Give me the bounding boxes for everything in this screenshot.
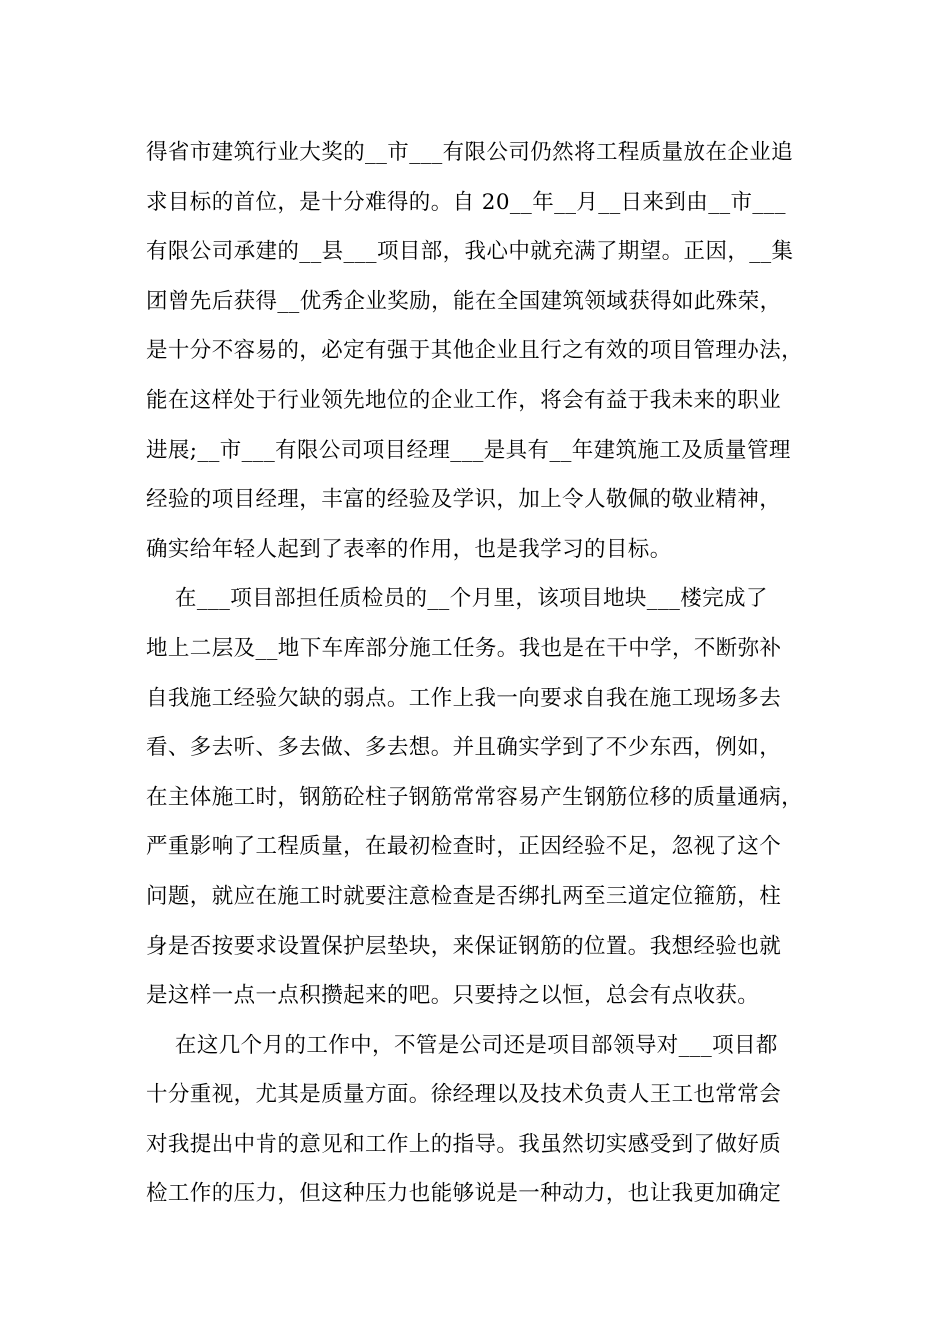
text-line: 严重影响了工程质量，在最初检查时，正因经验不足，忽视了这个: [146, 834, 782, 860]
text-line: 经验的项目经理，丰富的经验及学识，加上令人敬佩的敬业精神，: [146, 487, 782, 513]
text-line: 能在这样处于行业领先地位的企业工作，将会有益于我未来的职业: [146, 387, 782, 413]
text-line: 问题，就应在施工时就要注意检查是否绑扎两至三道定位箍筋，柱: [146, 883, 782, 909]
text-line: 是十分不容易的，必定有强于其他企业且行之有效的项目管理办法，: [146, 338, 804, 364]
text-line: 进展;__市___有限公司项目经理___是具有__年建筑施工及质量管理: [146, 437, 791, 463]
text-line: 是这样一点一点积攒起来的吧。只要持之以恒，总会有点收获。: [146, 983, 760, 1009]
text-line: 对我提出中肯的意见和工作上的指导。我虽然切实感受到了做好质: [146, 1131, 782, 1157]
text-line: 身是否按要求设置保护层垫块，来保证钢筋的位置。我想经验也就: [146, 933, 782, 959]
text-line: 在___项目部担任质检员的__个月里，该项目地块___楼完成了: [146, 586, 768, 612]
text-line: 十分重视，尤其是质量方面。徐经理以及技术负责人王工也常常会: [146, 1082, 782, 1108]
text-line: 看、多去听、多去做、多去想。并且确实学到了不少东西，例如，: [146, 735, 782, 761]
text-line: 自我施工经验欠缺的弱点。工作上我一向要求自我在施工现场多去: [146, 685, 782, 711]
text-line: 地上二层及__地下车库部分施工任务。我也是在干中学，不断弥补: [146, 635, 782, 661]
text-line: 有限公司承建的__县___项目部，我心中就充满了期望。正因，__集: [146, 239, 794, 265]
text-line: 得省市建筑行业大奖的__市___有限公司仍然将工程质量放在企业追: [146, 140, 794, 165]
text-line: 在主体施工时，钢筋砼柱子钢筋常常容易产生钢筋位移的质量通病，: [146, 784, 804, 810]
text-line: 检工作的压力，但这种压力也能够说是一种动力，也让我更加确定: [146, 1181, 782, 1207]
text-line: 团曾先后获得__优秀企业奖励，能在全国建筑领域获得如此殊荣，: [146, 288, 782, 314]
text-line: 求目标的首位，是十分难得的。自 20__年__月__日来到由__市___: [146, 189, 786, 215]
body-text: [146, 128, 826, 1219]
text-line: 确实给年轻人起到了表率的作用，也是我学习的目标。: [146, 536, 672, 562]
text-line: 在这几个月的工作中，不管是公司还是项目部领导对___项目都: [146, 1032, 778, 1058]
